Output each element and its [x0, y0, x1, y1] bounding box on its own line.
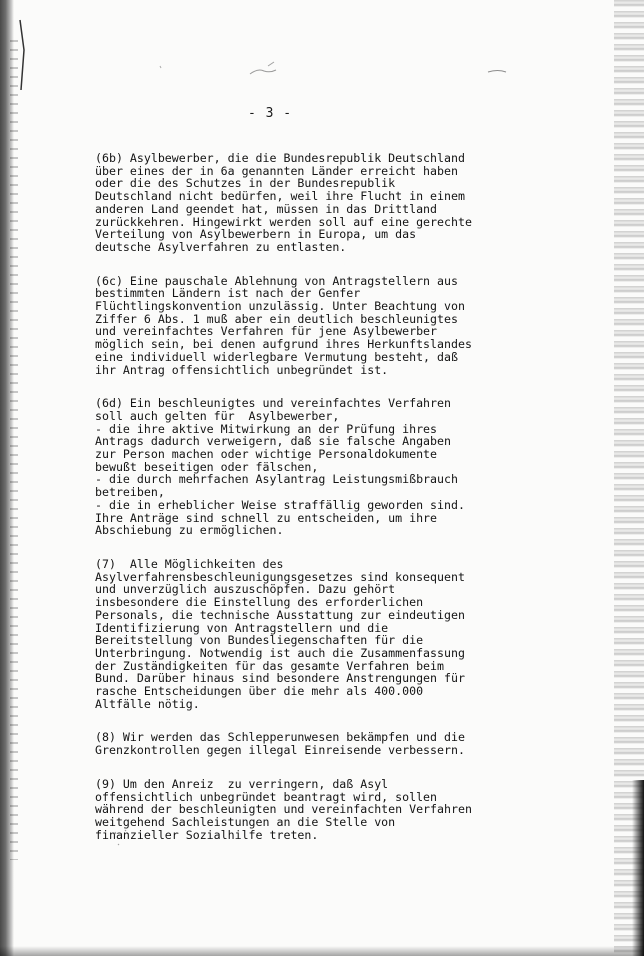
- text-line: Grenzkontrollen gegen illegal Einreisende verbessern.: [95, 743, 465, 758]
- scan-mark-top-2: [268, 62, 274, 66]
- text-line: Verteilung von Asylbewerbern in Europa, um das: [95, 227, 417, 242]
- paragraph-9: [95, 778, 495, 842]
- text-line: - die in erheblicher Weise straffällig geworden sind.: [95, 497, 465, 512]
- text-line: betreiben,: [95, 485, 165, 500]
- text-line: bewußt beseitigen oder fälschen,: [95, 459, 319, 474]
- text-line: und unverzüglich auszuschöpfen. Dazu gehört: [95, 582, 396, 597]
- text-line: (7) Alle Möglichkeiten des: [95, 556, 284, 571]
- scan-speck-4: [118, 844, 119, 845]
- text-line: weitgehend Sachleistungen an die Stelle von: [95, 814, 396, 829]
- text-line: und vereinfachtes Verfahren für jene Asylbewerber: [95, 324, 438, 339]
- paragraph-6c: [95, 275, 495, 377]
- text-line: (8) Wir werden das Schlepperunwesen bekämpfen und die: [95, 730, 465, 745]
- text-line: (6b) Asylbewerber, die die Bundesrepublik Deutschland: [95, 151, 465, 165]
- paragraph-7: [95, 558, 495, 710]
- scan-mark-top: [250, 70, 276, 74]
- text-line: Identifizierung von Antragstellern und die: [95, 620, 389, 635]
- text-line: während der beschleunigten und vereinfachten Verfahren: [95, 802, 472, 817]
- paragraph-8: [95, 731, 495, 756]
- paragraph-6d: [95, 397, 495, 537]
- text-line: insbesondere die Einstellung des erforderlichen: [95, 595, 424, 610]
- text-line: rasche Entscheidungen über die mehr als 400.000: [95, 684, 424, 699]
- text-line: Antrags dadurch verweigern, daß sie falsche Angaben: [95, 434, 451, 449]
- text-line: anderen Land geendet hat, müssen in das Drittland: [95, 201, 438, 216]
- text-line: Altfälle nötig.: [95, 696, 200, 711]
- text-line: Ziffer 6 Abs. 1 muß aber ein deutlich beschleunigtes: [95, 311, 458, 326]
- text-line: Bund. Darüber hinaus sind besondere Anstrengungen für: [95, 671, 465, 686]
- text-line: - die ihre aktive Mitwirkung an der Prüfung ihres: [95, 421, 438, 436]
- text-line: bestimmten Ländern ist nach der Genfer: [95, 286, 361, 301]
- text-line: - die durch mehrfachen Asylantrag Leistungsmißbrauch: [95, 472, 458, 487]
- text-line: über eines der in 6a genannten Länder erreicht haben: [95, 163, 458, 178]
- text-line: oder die des Schutzes in der Bundesrepublik: [95, 176, 396, 191]
- text-line: (6d) Ein beschleunigtes und vereinfachtes Verfahren: [95, 396, 451, 411]
- text-line: Flüchtlingskonvention unzulässig. Unter Beachtung von: [95, 299, 465, 314]
- scan-edge-stroke: [20, 20, 24, 90]
- text-line: Personals, die technische Ausstattung zur eindeutigen: [95, 607, 465, 622]
- text-line: deutsche Asylverfahren zu entlasten.: [95, 239, 347, 254]
- text-line: Bereitstellung von Bundesliegenschaften für die: [95, 633, 424, 648]
- text-line: soll auch gelten für Asylbewerber,: [95, 408, 340, 423]
- text-line: offensichtlich unbegründet beantragt wird, sollen: [95, 789, 438, 804]
- paragraph-6b: [95, 152, 495, 254]
- text-line: der Zuständigkeiten für das gesamte Verfahren beim: [95, 658, 445, 673]
- scan-mark-top-right: [488, 71, 506, 73]
- text-line: Ihre Anträge sind schnell zu entscheiden, um ihre: [95, 510, 438, 525]
- text-line: (6c) Eine pauschale Ablehnung von Antragstellern aus: [95, 273, 458, 288]
- page-number: - 3 -: [248, 106, 293, 121]
- text-line: zur Person machen oder wichtige Personaldokumente: [95, 447, 438, 462]
- text-line: Asylverfahrensbeschleunigungsgesetzes sind konsequent: [95, 569, 465, 584]
- text-line: Deutschland nicht bedürfen, weil ihre Flucht in einem: [95, 189, 465, 204]
- text-line: Unterbringung. Notwendig ist auch die Zusammenfassung: [95, 645, 465, 660]
- text-line: zurückkehren. Hingewirkt werden soll auf eine gerechte: [95, 214, 472, 229]
- text-line: ihr Antrag offensichtlich unbegründet ist.: [95, 362, 389, 377]
- scan-speck: [160, 66, 161, 68]
- text-line: möglich sein, bei denen aufgrund ihres Herkunftslandes: [95, 337, 472, 352]
- text-line: eine individuell widerlegbare Vermutung besteht, daß: [95, 349, 458, 364]
- text-line: Abschiebung zu ermöglichen.: [95, 523, 284, 538]
- text-line: (9) Um den Anreiz zu verringern, daß Asyl: [95, 776, 389, 791]
- document-body: [95, 152, 495, 841]
- text-line: finanzieller Sozialhilfe treten.: [95, 827, 319, 842]
